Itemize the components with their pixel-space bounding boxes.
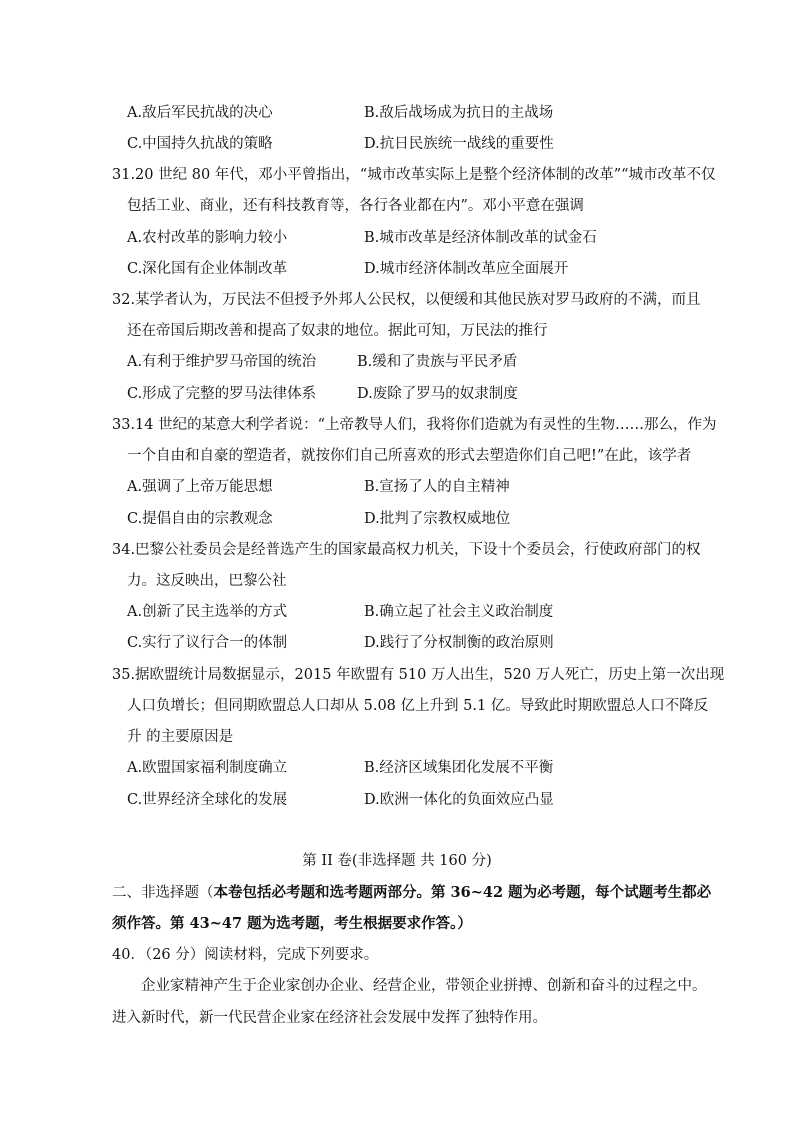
q34-stem-line1: 34.巴黎公社委员会是经普选产生的国家最高权力机关，下设十个委员会，行使政府部门的权 <box>112 542 701 558</box>
q33-option-a: A.强调了上帝万能思想 <box>127 479 273 495</box>
q30-option-c: C.中国持久抗战的策略 <box>127 136 273 152</box>
q31-stem-line1: 31.20 世纪 80 年代，邓小平曾指出，“城市改革实际上是整个经济体制的改革”“城市改革不仅 <box>112 167 716 183</box>
q32-option-c: C.形成了完整的罗马法律体系 <box>127 386 317 402</box>
section2-heading-line2: 须作答。第 43~47 题为选考题，考生根据要求作答。） <box>112 915 472 932</box>
q32-stem-line1: 32.某学者认为，万民法不但授予外邦人公民权，以便缓和其他民族对罗马政府的不满，而且 <box>112 292 701 308</box>
q33-option-b: B.宣扬了人的自主精神 <box>364 479 510 495</box>
q34-option-c: C.实行了议行合一的体制 <box>127 635 288 651</box>
q31-option-d: D.城市经济体制改革应全面展开 <box>364 261 569 277</box>
q35-option-c: C.世界经济全球化的发展 <box>127 792 288 808</box>
q31-option-a: A.农村改革的影响力较小 <box>127 230 288 246</box>
q34-stem-line2: 力。这反映出，巴黎公社 <box>127 573 287 589</box>
q40-material-para1: 企业家精神产生于企业家创办企业、经营企业，带领企业拼搏、创新和奋斗的过程之中。 <box>141 978 707 994</box>
q33-stem-line1: 33.14 世纪的某意大利学者说：“上帝教导人们，我将你们造就为有灵性的生物……那么，作为 <box>112 417 717 433</box>
q32-option-d: D.废除了罗马的奴隶制度 <box>357 386 518 402</box>
q34-option-a: A.创新了民主选举的方式 <box>127 604 288 620</box>
q32-option-a: A.有利于维护罗马帝国的统治 <box>127 354 317 370</box>
q35-option-b: B.经济区域集团化发展不平衡 <box>364 760 554 776</box>
q32-stem-line2: 还在帝国后期改善和提高了奴隶的地位。据此可知，万民法的推行 <box>127 323 548 339</box>
section2-title: 第 II 卷(非选择题 共 160 分) <box>302 853 492 869</box>
section2-heading-bold: 本卷包括必考题和选考题两部分。第 36~42 题为必考题，每个试题考生都必 <box>213 884 712 901</box>
q35-option-d: D.欧洲一体化的负面效应凸显 <box>364 792 554 808</box>
section2-heading-prefix: 二、非选择题（ <box>112 885 214 901</box>
q31-option-b: B.城市改革是经济体制改革的试金石 <box>364 230 597 246</box>
q33-stem-line2: 一个自由和自豪的塑造者，就按你们自己所喜欢的形式去塑造你们自己吧!”在此，该学者 <box>127 448 692 464</box>
q32-option-b: B.缓和了贵族与平民矛盾 <box>357 354 518 370</box>
q35-stem-line2: 人口负增长；但同期欧盟总人口却从 5.08 亿上升到 5.1 亿。导致此时期欧盟总人口不降反 <box>127 698 709 714</box>
q30-option-b: B.敌后战场成为抗日的主战场 <box>364 105 554 121</box>
q35-stem-line1: 35.据欧盟统计局数据显示，2015 年欧盟有 510 万人出生，520 万人死亡，历史上第一次出现 <box>112 667 725 683</box>
q33-option-d: D.批判了宗教权威地位 <box>364 511 511 527</box>
q33-option-c: C.提倡自由的宗教观念 <box>127 511 273 527</box>
q31-stem-line2: 包括工业、商业，还有科技教育等，各行各业都在内”。邓小平意在强调 <box>127 198 584 214</box>
q30-option-a: A.敌后军民抗战的决心 <box>127 105 273 121</box>
section2-heading-line1 <box>112 883 711 903</box>
q30-option-d: D.抗日民族统一战线的重要性 <box>364 136 554 152</box>
q35-stem-line3: 升 的主要原因是 <box>127 729 234 745</box>
q40-material-para2: 进入新时代，新一代民营企业家在经济社会发展中发挥了独特作用。 <box>112 1010 547 1026</box>
q31-option-c: C.深化国有企业体制改革 <box>127 261 288 277</box>
q34-option-d: D.践行了分权制衡的政治原则 <box>364 635 554 651</box>
q40-title: 40．（26 分）阅读材料，完成下列要求。 <box>112 947 379 963</box>
q35-option-a: A.欧盟国家福利制度确立 <box>127 760 288 776</box>
q34-option-b: B.确立起了社会主义政治制度 <box>364 604 554 620</box>
